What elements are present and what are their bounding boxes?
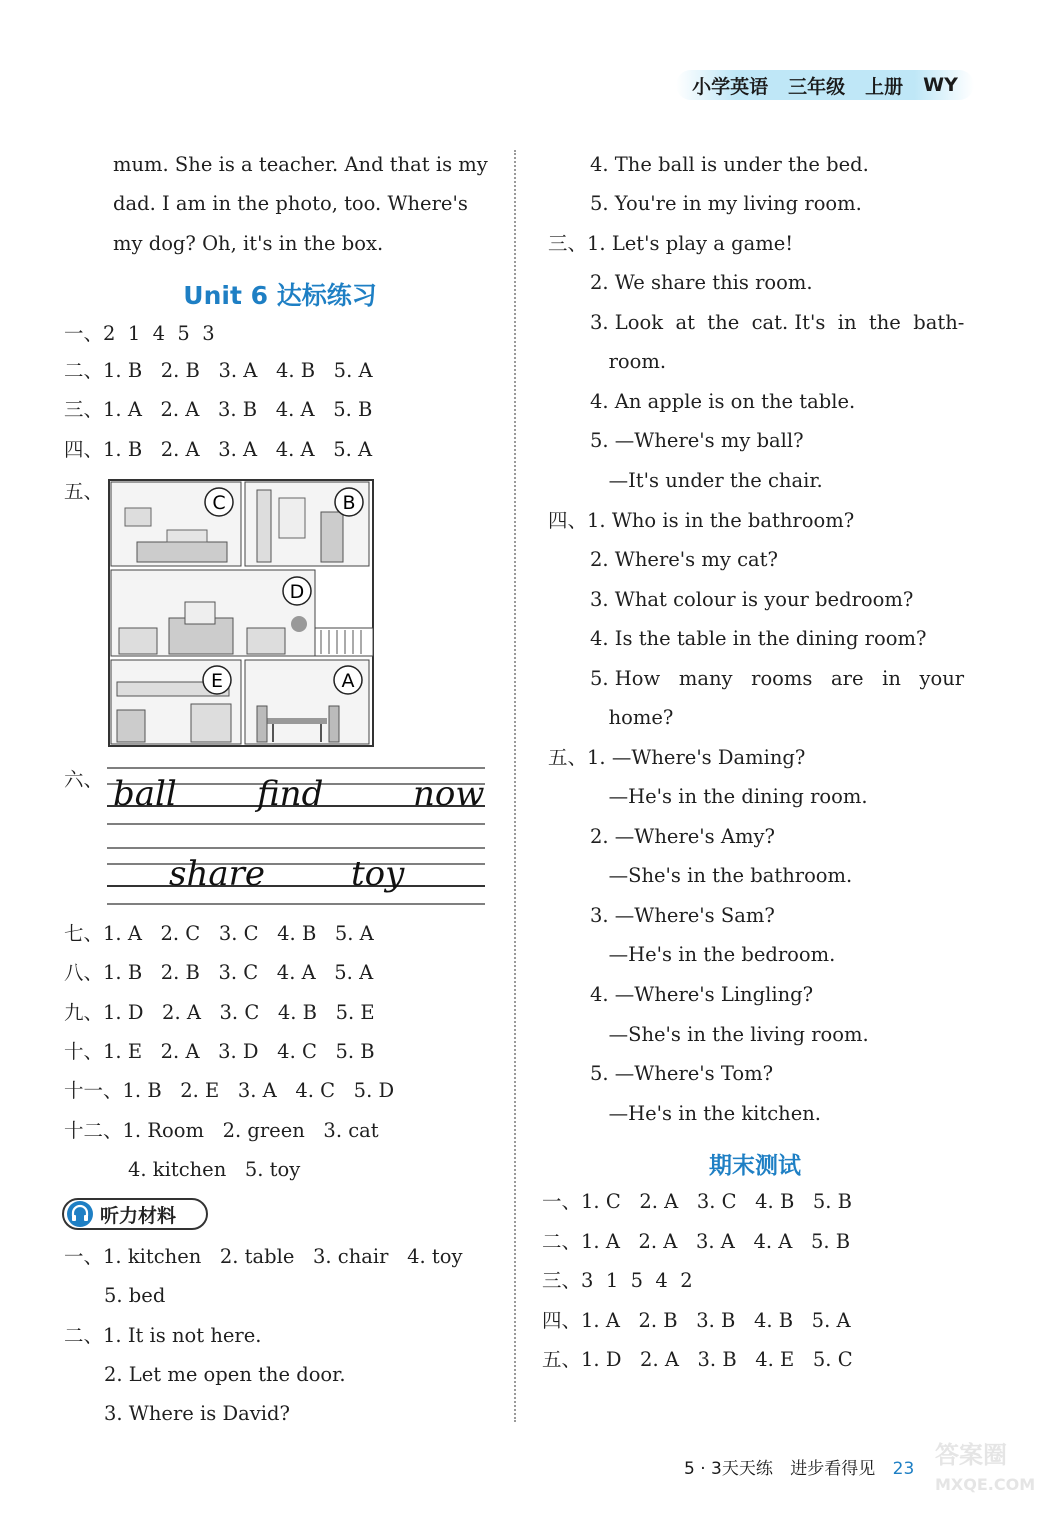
answer-text: 1. B 2. B 3. C 4. A 5. A — [103, 961, 374, 984]
final-answer-line — [542, 1269, 693, 1293]
right-line: 4. Is the table in the dining room? — [590, 627, 927, 650]
answer-label: 三、 — [64, 398, 104, 421]
right-line: —It's under the chair. — [590, 469, 823, 492]
answer-label: 七、 — [64, 922, 104, 945]
answer-text: 2. Let me open the door. — [104, 1363, 346, 1386]
answer-text: 1. C 2. A 3. C 4. B 5. B — [581, 1190, 852, 1213]
answer-label: 一、 — [64, 322, 104, 345]
answer-text: 4. kitchen 5. toy — [128, 1158, 301, 1181]
answer-label: 四、 — [548, 509, 588, 532]
right-line: home? — [590, 706, 674, 729]
final-test-title: 期末测试 — [709, 1153, 801, 1179]
answer-text: 1. A 2. A 3. A 4. A 5. B — [581, 1230, 851, 1253]
watermark — [935, 1440, 1035, 1500]
right-line: —She's in the bathroom. — [590, 864, 853, 887]
unit-title: Unit 6 达标练习 — [183, 281, 377, 310]
answer-text: 2 1 4 5 3 — [103, 322, 215, 345]
answer-line — [64, 961, 373, 985]
right-line — [548, 746, 805, 770]
answer-line — [64, 1040, 375, 1064]
watermark-line-2: MXQE.COM — [935, 1475, 1036, 1494]
right-line: 4. —Where's Lingling? — [590, 983, 814, 1006]
final-answer-line — [542, 1348, 853, 1372]
answer-label: 九、 — [64, 1001, 104, 1024]
answer-text: 1. kitchen 2. table 3. chair 4. toy — [103, 1245, 463, 1268]
answer-line — [64, 438, 372, 462]
listening-badge — [62, 1198, 208, 1230]
right-line: —He's in the bedroom. — [590, 943, 836, 966]
answer-text: 1. B 2. B 3. A 4. B 5. A — [103, 359, 373, 382]
edition-label: WY — [923, 74, 958, 96]
right-line: 4. An apple is on the table. — [590, 390, 856, 413]
final-answer-line — [542, 1230, 850, 1254]
answer-text: 1. A 2. B 3. B 4. B 5. A — [581, 1309, 851, 1332]
right-line: 2. Where's my cat? — [590, 548, 778, 571]
page-footer — [684, 1454, 914, 1479]
answer-line — [128, 1158, 300, 1182]
answer-text: 1. A 2. A 3. B 4. A 5. B — [103, 398, 373, 421]
final-answer-line — [542, 1309, 851, 1333]
answer-label: 五、 — [548, 746, 588, 769]
final-answer-line — [542, 1190, 852, 1214]
answer-text: 1. B 2. E 3. A 4. C 5. D — [122, 1079, 395, 1102]
answer-text: 1. B 2. A 3. A 4. A 5. A — [103, 438, 373, 461]
answer-text: 1. —Where's Daming? — [587, 746, 806, 769]
answer-label: 十、 — [64, 1040, 104, 1063]
answer-text: 1. Let's play a game! — [587, 232, 794, 255]
room-a-label: A — [341, 670, 355, 692]
word-find: find — [257, 774, 324, 814]
answer-text: 1. D 2. A 3. C 4. B 5. E — [103, 1001, 375, 1024]
section-six-label: 六、 — [64, 768, 104, 791]
listening-label: 听力材料 — [100, 1204, 177, 1227]
right-line: 5. You're in my living room. — [590, 192, 862, 215]
grade-label: 三年级 — [788, 75, 846, 98]
right-line: 2. —Where's Amy? — [590, 825, 775, 848]
intro-line: mum. She is a teacher. And that is my — [113, 153, 488, 176]
series-label: 5 · 3天天练 — [684, 1459, 773, 1479]
column-divider — [514, 150, 516, 1422]
watermark-line-1: 答案圈 — [935, 1441, 1007, 1469]
right-line: 5. How many rooms are in your — [590, 667, 965, 690]
listening-line — [64, 1245, 462, 1269]
answer-label: 十一、 — [64, 1079, 123, 1102]
answer-line — [64, 322, 215, 346]
subject-label: 小学英语 — [692, 75, 769, 98]
right-line: —He's in the kitchen. — [590, 1102, 822, 1125]
word-toy: toy — [351, 854, 405, 894]
answer-line — [64, 1119, 379, 1143]
page-number: 23 — [892, 1459, 915, 1479]
answer-text: 3 1 5 4 2 — [581, 1269, 693, 1292]
right-line: 3. Look at the cat. It's in the bath- — [590, 311, 965, 334]
section-five-label: 五、 — [64, 480, 104, 503]
listening-line — [104, 1363, 346, 1387]
right-line: 3. What colour is your bedroom? — [590, 588, 914, 611]
word-ball: ball — [113, 774, 177, 814]
room-b-label: B — [342, 492, 356, 514]
slogan-label: 进步看得见 — [790, 1459, 876, 1479]
right-line: 3. —Where's Sam? — [590, 904, 775, 927]
answer-label: 一、 — [64, 1245, 104, 1268]
answer-text: 1. E 2. A 3. D 4. C 5. B — [103, 1040, 375, 1063]
word-now: now — [413, 774, 485, 814]
room-c-label: C — [212, 492, 226, 514]
answer-text: 3. Where is David? — [104, 1402, 290, 1425]
answer-label: 二、 — [64, 1324, 104, 1347]
intro-line: my dog? Oh, it's in the box. — [113, 232, 384, 255]
handwriting-lines — [107, 764, 485, 912]
answer-label: 三、 — [542, 1269, 582, 1292]
answer-line — [64, 398, 372, 422]
right-line: —He's in the dining room. — [590, 785, 868, 808]
room-d-label: D — [289, 581, 305, 603]
answer-label: 一、 — [542, 1190, 582, 1213]
answer-label: 八、 — [64, 961, 104, 984]
listening-line — [64, 1324, 262, 1348]
right-line: 5. —Where's Tom? — [590, 1062, 774, 1085]
house-illustration — [107, 478, 375, 751]
listening-line — [104, 1284, 165, 1308]
answer-line — [64, 1079, 394, 1103]
right-line: 4. The ball is under the bed. — [590, 153, 869, 176]
right-line: —She's in the living room. — [590, 1023, 869, 1046]
volume-label: 上册 — [865, 75, 904, 98]
answer-text: 1. Who is in the bathroom? — [587, 509, 855, 532]
answer-line — [64, 922, 374, 946]
header-tag — [676, 70, 974, 100]
answer-text: 1. A 2. C 3. C 4. B 5. A — [103, 922, 374, 945]
intro-line: dad. I am in the photo, too. Where's — [113, 192, 468, 215]
answer-label: 二、 — [64, 359, 104, 382]
answer-label: 二、 — [542, 1230, 582, 1253]
right-line — [548, 232, 793, 256]
answer-label: 五、 — [542, 1348, 582, 1371]
answer-text: 1. D 2. A 3. B 4. E 5. C — [581, 1348, 853, 1371]
answer-label: 四、 — [64, 438, 104, 461]
word-share: share — [169, 854, 265, 894]
answer-line — [64, 359, 373, 383]
answer-label: 三、 — [548, 232, 588, 255]
answer-label: 四、 — [542, 1309, 582, 1332]
answer-text: 1. Room 2. green 3. cat — [122, 1119, 379, 1142]
headphones-icon — [66, 1200, 94, 1228]
listening-line — [104, 1402, 290, 1426]
answer-label: 十二、 — [64, 1119, 123, 1142]
answer-text: 1. It is not here. — [103, 1324, 262, 1347]
answer-line — [64, 1001, 375, 1025]
right-line — [548, 509, 854, 533]
right-line: room. — [590, 350, 667, 373]
room-e-label: E — [210, 670, 224, 692]
answer-text: 5. bed — [104, 1284, 166, 1307]
right-line: 5. —Where's my ball? — [590, 429, 804, 452]
right-line: 2. We share this room. — [590, 271, 813, 294]
